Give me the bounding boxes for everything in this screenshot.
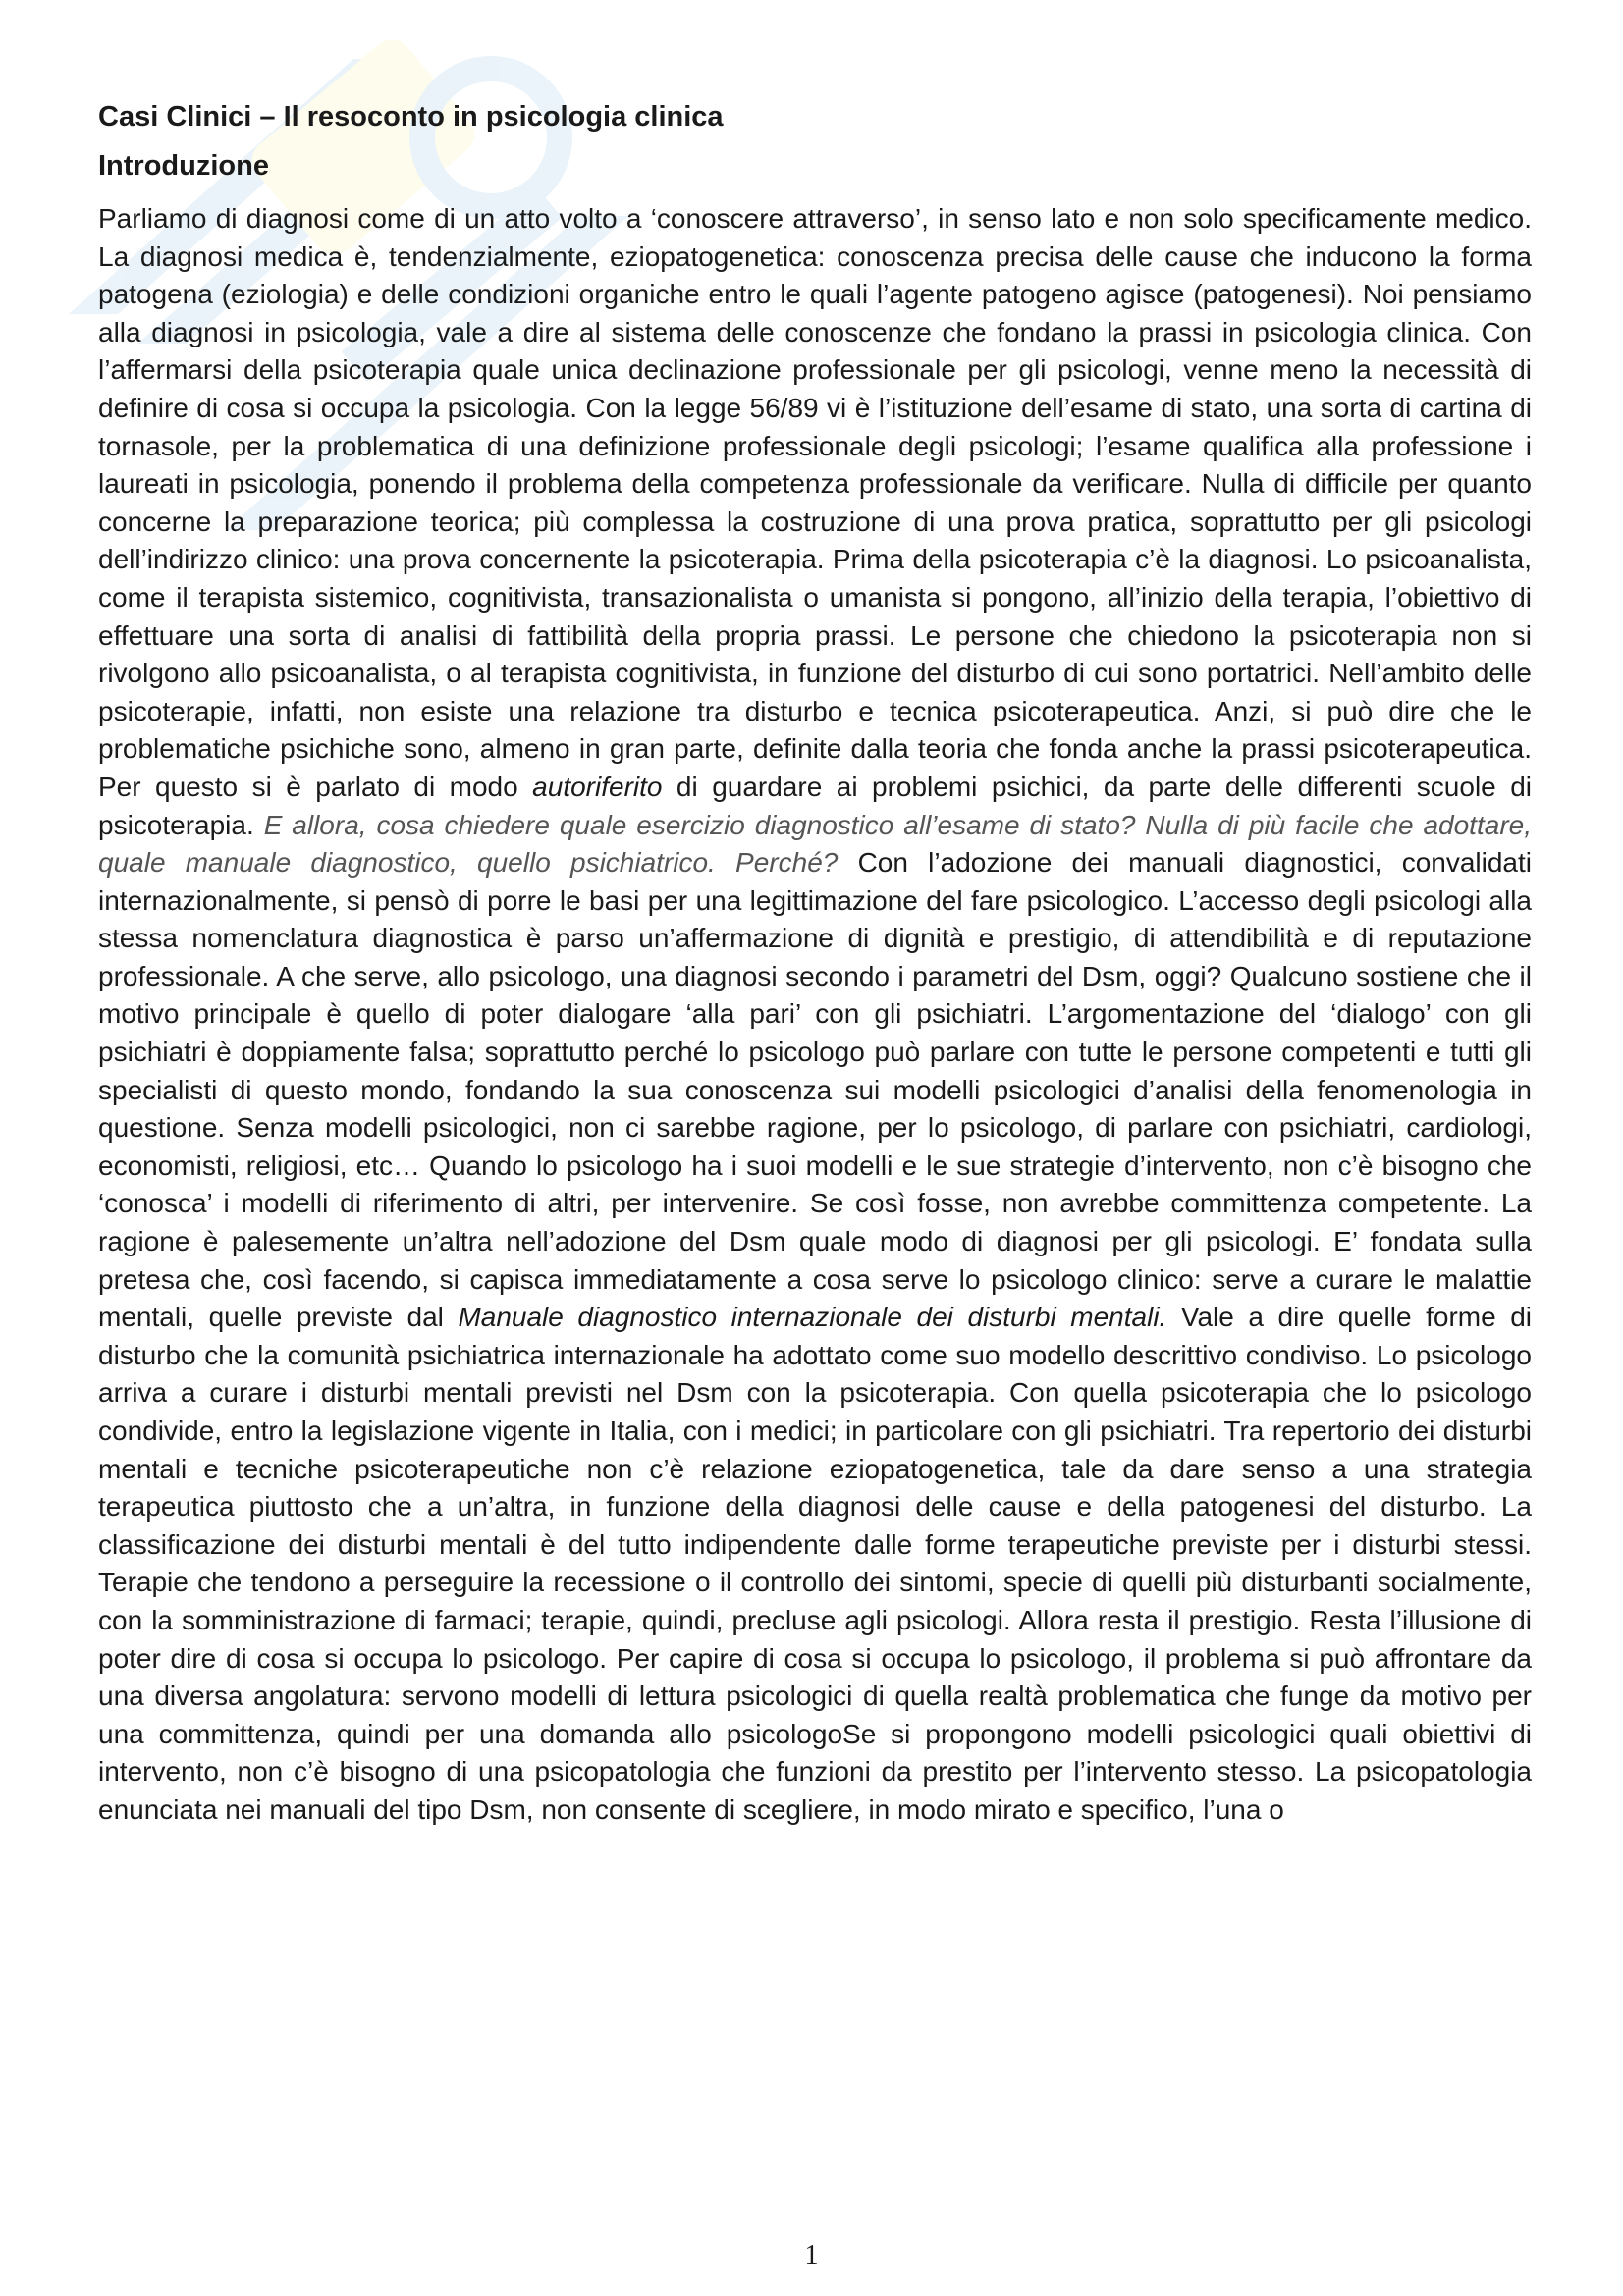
document-title: Casi Clinici – Il resoconto in psicologia clinica [98,101,724,133]
section-heading: Introduzione [98,150,269,182]
page-number: 1 [804,2240,819,2270]
paragraph-text-3: Con l’adozione dei manuali diagnostici, convalidati internazionalmente, si pensò di porre le basi per una legittimazione del fare psicologico. L’accesso degli psicologi alla stessa nomenclatura diagnostica è parso un’affermazione di dignità e prestigio, di attendibilità e di reputazione professionale. A che serve, allo psicologo, una diagnosi secondo i parametri del Dsm, oggi? Qualcuno sostiene che il motivo principale è quello di poter dialogare ‘alla pari’ con gli psichiatri. L’argomentazione del ‘dialogo’ con gli psichiatri è doppiamente falsa; soprattutto perché lo psicologo può parlare con tutte le persone competenti e tutti gli specialisti di questo mondo, fondando la sua conoscenza sui modelli psicologici d’analisi della fenomenologia in questione. Senza modelli psicologici, non ci sarebbe ragione, per lo psicologo, di parlare con psichiatri, cardiologi, economisti, religiosi, etc… Quando lo psicologo ha i suoi modelli e le sue strategie d’intervento, non c’è bisogno che ‘conosca’ i modelli di riferimento di altri, per intervenire. Se così fosse, non avrebbe committenza competente. La ragione è palesemente un’altra nell’adozione del Dsm quale modo di diagnosi per gli psicologi. E’ fondata sulla pretesa che, così facendo, si capisca immediatamente a cosa serve lo psicologo clinico: serve a curare le malattie mentali, quelle previste dal [98,847,1532,1333]
page-content [98,98,1532,1830]
paragraph-text-1: Parliamo di diagnosi come di un atto volto a ‘conoscere attraverso’, in senso lato e non solo specificamente medico. La diagnosi medica è, tendenzialmente, eziopatogenetica: conoscenza precisa delle cause che inducono la forma patogena (eziologia) e delle condizioni organiche entro le quali l’agente patogeno agisce (patogenesi). Noi pensiamo alla diagnosi in psicologia, vale a dire al sistema delle conoscenze che fondano la prassi in psicologia clinica. Con l’affermarsi della psicoterapia quale unica declinazione professionale per gli psicologi, venne meno la necessità di definire di cosa si occupa la psicologia. Con la legge 56/89 vi è l’istituzione dell’esame di stato, una sorta di cartina di tornasole, per la problematica di una definizione professionale degli psicologi; l’esame qualifica alla professione i laureati in psicologia, ponendo il problema della competenza professionale da verificare. Nulla di difficile per quanto concerne la preparazione teorica; più complessa la costruzione di una prova pratica, soprattutto per gli psicologi dell’indirizzo clinico: una prova concernente la psicoterapia. Prima della psicoterapia c’è la diagnosi. Lo psicoanalista, come il terapista sistemico, cognitivista, transazionalista o umanista si pongono, all’inizio della terapia, l’obiettivo di effettuare una sorta di analisi di fattibilità della propria prassi. Le persone che chiedono la psicoterapia non si rivolgono allo psicoanalista, o al terapista cognitivista, in funzione del disturbo di cui sono portatrici. Nell’ambito delle psicoterapie, infatti, non esiste una relazione tra disturbo e tecnica psicoterapeutica. Anzi, si può dire che le problematiche psichiche sono, almeno in gran parte, definite dalla teoria che fonda anche la prassi psicoterapeutica. Per questo si è parlato di modo [98,203,1532,802]
quoted-question: E allora, cosa chiedere quale esercizio diagnostico all’esame di stato? Nulla di più facile che adottare, quale manuale diagnostico, quello psichiatrico. Perché? [98,809,1532,879]
emphasis-manual-title: Manuale diagnostico internazionale dei disturbi mentali. [458,1302,1167,1333]
paragraph-text-2: di guardare ai problemi psichici, da parte delle differenti scuole di psicoterapia. [98,771,1532,840]
body-paragraph [98,200,1532,1830]
emphasis-autoriferito: autoriferito [532,771,663,802]
paragraph-text-4: Vale a dire quelle forme di disturbo che la comunità psichiatrica internazionale ha adottato come suo modello descrittivo condiviso. Lo psicologo arriva a curare i disturbi mentali previsti nel Dsm con la psicoterapia. Con quella psicoterapia che lo psicologo condivide, entro la legislazione vigente in Italia, con i medici; in particolare con gli psichiatri. Tra repertorio dei disturbi mentali e tecniche psicoterapeutiche non c’è relazione eziopatogenetica, tale da dare senso a una strategia terapeutica piuttosto che a un’altra, in funzione della diagnosi delle cause e della patogenesi del disturbo. La classificazione dei disturbi mentali è del tutto indipendente dalle forme terapeutiche previste per i disturbi stessi. Terapie che tendono a perseguire la recessione o il controllo dei sintomi, specie di quelli più disturbanti socialmente, con la somministrazione di farmaci; terapie, quindi, precluse agli psicologi. Allora resta il prestigio. Resta l’illusione di poter dire di cosa si occupa lo psicologo. Per capire di cosa si occupa lo psicologo, il problema si può affrontare da una diversa angolatura: servono modelli di lettura psicologici di quella realtà problematica che funge da motivo per una committenza, quindi per una domanda allo psicologoSe si propongono modelli psicologici quali obiettivi di intervento, non c’è bisogno di una psicopatologia che funzioni da prestito per l’intervento stesso. La psicopatologia enunciata nei manuali del tipo Dsm, non consente di scegliere, in modo mirato e specifico, l’una o [98,1302,1533,1825]
